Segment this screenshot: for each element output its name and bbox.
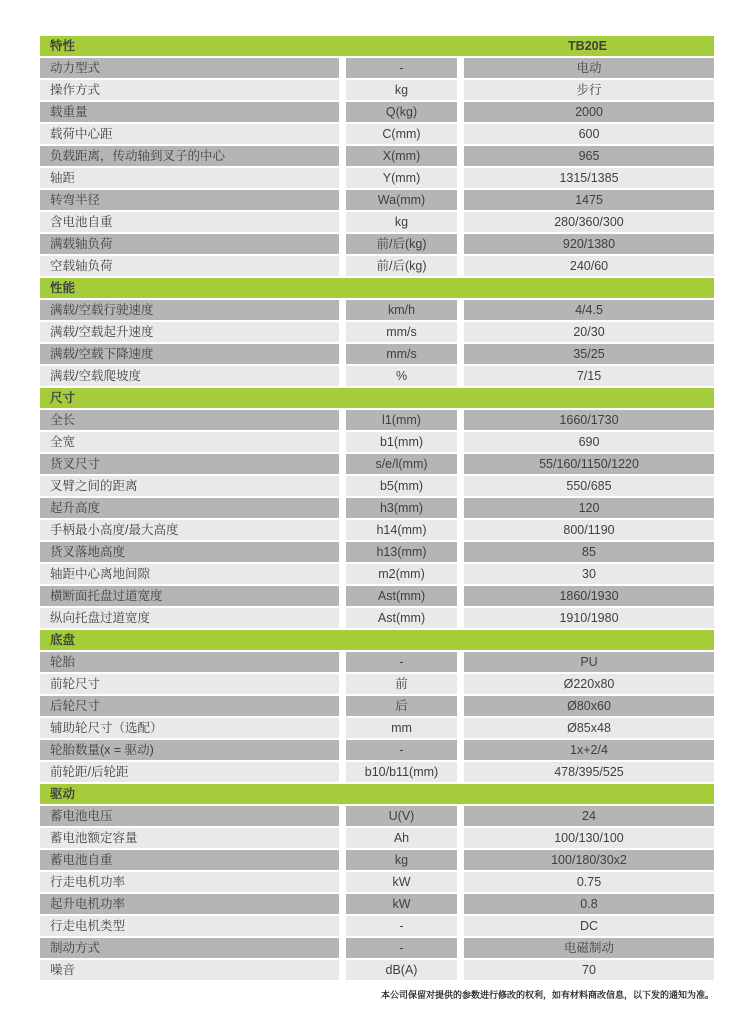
spec-value: 965 xyxy=(464,146,714,166)
table-row xyxy=(40,146,714,166)
header-feature-label: 特性 xyxy=(50,39,76,53)
spec-value: 690 xyxy=(464,432,714,452)
spec-unit: Ast(mm) xyxy=(346,608,457,628)
table-row xyxy=(40,520,714,540)
spec-unit: dB(A) xyxy=(346,960,457,980)
table-row xyxy=(40,256,714,276)
spec-label: 动力型式 xyxy=(40,58,339,78)
table-row xyxy=(40,454,714,474)
spec-label: 空载轴负荷 xyxy=(40,256,339,276)
spec-value: 240/60 xyxy=(464,256,714,276)
spec-value: 电动 xyxy=(464,58,714,78)
spec-unit: kW xyxy=(346,872,457,892)
spec-unit: C(mm) xyxy=(346,124,457,144)
spec-label: 前轮尺寸 xyxy=(40,674,339,694)
spec-value: Ø85x48 xyxy=(464,718,714,738)
spec-label: 横断面托盘过道宽度 xyxy=(40,586,339,606)
spec-label: 叉臂之间的距离 xyxy=(40,476,339,496)
spec-label: 前轮距/后轮距 xyxy=(40,762,339,782)
spec-value: 35/25 xyxy=(464,344,714,364)
footer-disclaimer: 本公司保留对提供的参数进行修改的权利，如有材料商改信息，以下发的通知为准。 xyxy=(380,990,714,1000)
table-row xyxy=(40,476,714,496)
spec-value: Ø220x80 xyxy=(464,674,714,694)
spec-unit: % xyxy=(346,366,457,386)
spec-value: 电磁制动 xyxy=(464,938,714,958)
section-header-row xyxy=(40,784,714,804)
table-row xyxy=(40,542,714,562)
spec-label: 满载/空载下降速度 xyxy=(40,344,339,364)
table-row xyxy=(40,762,714,782)
spec-unit: mm xyxy=(346,718,457,738)
spec-unit: h3(mm) xyxy=(346,498,457,518)
spec-value: 7/15 xyxy=(464,366,714,386)
table-row xyxy=(40,212,714,232)
table-row xyxy=(40,564,714,584)
spec-value: 280/360/300 xyxy=(464,212,714,232)
spec-unit: km/h xyxy=(346,300,457,320)
spec-label: 起升高度 xyxy=(40,498,339,518)
table-row xyxy=(40,322,714,342)
section-title: 底盘 xyxy=(50,633,76,647)
spec-value: 600 xyxy=(464,124,714,144)
spec-unit: b10/b11(mm) xyxy=(346,762,457,782)
spec-unit: l1(mm) xyxy=(346,410,457,430)
spec-value: 30 xyxy=(464,564,714,584)
spec-unit: kg xyxy=(346,212,457,232)
spec-unit: kW xyxy=(346,894,457,914)
spec-unit: - xyxy=(346,740,457,760)
spec-label: 满载轴负荷 xyxy=(40,234,339,254)
spec-unit: 后 xyxy=(346,696,457,716)
spec-unit: Q(kg) xyxy=(346,102,457,122)
spec-unit: Ah xyxy=(346,828,457,848)
spec-value: 1315/1385 xyxy=(464,168,714,188)
spec-value: 100/180/30x2 xyxy=(464,850,714,870)
table-row xyxy=(40,916,714,936)
spec-value: 1910/1980 xyxy=(464,608,714,628)
spec-unit: kg xyxy=(346,80,457,100)
spec-value: DC xyxy=(464,916,714,936)
spec-value: 2000 xyxy=(464,102,714,122)
spec-value: 1860/1930 xyxy=(464,586,714,606)
spec-value: PU xyxy=(464,652,714,672)
spec-value: 0.75 xyxy=(464,872,714,892)
table-row xyxy=(40,300,714,320)
spec-label: 辅助轮尺寸（选配） xyxy=(40,718,339,738)
spec-unit: Ast(mm) xyxy=(346,586,457,606)
table-row xyxy=(40,850,714,870)
spec-table xyxy=(40,36,714,982)
table-row xyxy=(40,498,714,518)
spec-value: 85 xyxy=(464,542,714,562)
spec-value: 1475 xyxy=(464,190,714,210)
section-title: 性能 xyxy=(50,281,76,295)
spec-unit: Wa(mm) xyxy=(346,190,457,210)
table-row xyxy=(40,58,714,78)
table-row xyxy=(40,102,714,122)
spec-unit: - xyxy=(346,938,457,958)
spec-label: 转弯半径 xyxy=(40,190,339,210)
spec-value: 550/685 xyxy=(464,476,714,496)
spec-unit: mm/s xyxy=(346,322,457,342)
spec-label: 满载/空载起升速度 xyxy=(40,322,339,342)
spec-value: 4/4.5 xyxy=(464,300,714,320)
spec-unit: s/e/l(mm) xyxy=(346,454,457,474)
spec-label: 行走电机类型 xyxy=(40,916,339,936)
spec-unit: - xyxy=(346,58,457,78)
table-row xyxy=(40,344,714,364)
spec-value: 70 xyxy=(464,960,714,980)
spec-label: 全长 xyxy=(40,410,339,430)
spec-unit: 前/后(kg) xyxy=(346,234,457,254)
spec-unit: - xyxy=(346,652,457,672)
table-row xyxy=(40,674,714,694)
spec-label: 全宽 xyxy=(40,432,339,452)
spec-unit: m2(mm) xyxy=(346,564,457,584)
spec-unit: X(mm) xyxy=(346,146,457,166)
table-row xyxy=(40,828,714,848)
spec-label: 行走电机功率 xyxy=(40,872,339,892)
spec-value: 100/130/100 xyxy=(464,828,714,848)
spec-label: 纵向托盘过道宽度 xyxy=(40,608,339,628)
spec-label: 负载距离，传动轴到叉子的中心 xyxy=(40,146,339,166)
spec-unit: 前 xyxy=(346,674,457,694)
spec-value: 0.8 xyxy=(464,894,714,914)
spec-label: 轴距中心离地间隙 xyxy=(40,564,339,584)
spec-label: 后轮尺寸 xyxy=(40,696,339,716)
table-row xyxy=(40,432,714,452)
spec-value: 478/395/525 xyxy=(464,762,714,782)
table-row xyxy=(40,806,714,826)
table-row xyxy=(40,608,714,628)
spec-label: 轮胎数量(x = 驱动) xyxy=(40,740,339,760)
spec-label: 起升电机功率 xyxy=(40,894,339,914)
header-model: TB20E xyxy=(568,39,607,53)
spec-unit: - xyxy=(346,916,457,936)
spec-label: 噪音 xyxy=(40,960,339,980)
table-row xyxy=(40,740,714,760)
spec-unit: U(V) xyxy=(346,806,457,826)
spec-label: 轴距 xyxy=(40,168,339,188)
spec-unit: 前/后(kg) xyxy=(346,256,457,276)
table-row xyxy=(40,718,714,738)
spec-label: 载重量 xyxy=(40,102,339,122)
spec-label: 蓄电池额定容量 xyxy=(40,828,339,848)
spec-label: 含电池自重 xyxy=(40,212,339,232)
table-row xyxy=(40,410,714,430)
spec-label: 蓄电池自重 xyxy=(40,850,339,870)
spec-unit: Y(mm) xyxy=(346,168,457,188)
table-row xyxy=(40,960,714,980)
table-row xyxy=(40,586,714,606)
spec-value: 24 xyxy=(464,806,714,826)
spec-value: 800/1190 xyxy=(464,520,714,540)
spec-label: 制动方式 xyxy=(40,938,339,958)
spec-value: 1660/1730 xyxy=(464,410,714,430)
spec-value: 120 xyxy=(464,498,714,518)
spec-label: 载荷中心距 xyxy=(40,124,339,144)
spec-label: 轮胎 xyxy=(40,652,339,672)
table-row xyxy=(40,872,714,892)
spec-label: 货叉落地高度 xyxy=(40,542,339,562)
spec-value: Ø80x60 xyxy=(464,696,714,716)
spec-unit: b5(mm) xyxy=(346,476,457,496)
spec-unit: mm/s xyxy=(346,344,457,364)
section-title: 尺寸 xyxy=(50,391,76,405)
table-row xyxy=(40,80,714,100)
table-row xyxy=(40,168,714,188)
table-row xyxy=(40,696,714,716)
table-row xyxy=(40,652,714,672)
section-title: 驱动 xyxy=(50,787,76,801)
table-row xyxy=(40,234,714,254)
section-header-row xyxy=(40,278,714,298)
spec-unit: h14(mm) xyxy=(346,520,457,540)
spec-unit: kg xyxy=(346,850,457,870)
spec-label: 蓄电池电压 xyxy=(40,806,339,826)
spec-label: 货叉尺寸 xyxy=(40,454,339,474)
section-header-row xyxy=(40,388,714,408)
table-row xyxy=(40,938,714,958)
spec-value: 920/1380 xyxy=(464,234,714,254)
section-header-row xyxy=(40,630,714,650)
spec-unit: b1(mm) xyxy=(346,432,457,452)
table-header-row xyxy=(40,36,714,56)
spec-value: 55/160/1150/1220 xyxy=(464,454,714,474)
table-row xyxy=(40,190,714,210)
spec-value: 20/30 xyxy=(464,322,714,342)
table-row xyxy=(40,366,714,386)
spec-label: 满载/空载行驶速度 xyxy=(40,300,339,320)
spec-unit: h13(mm) xyxy=(346,542,457,562)
table-row xyxy=(40,894,714,914)
spec-label: 手柄最小高度/最大高度 xyxy=(40,520,339,540)
table-row xyxy=(40,124,714,144)
spec-value: 1x+2/4 xyxy=(464,740,714,760)
spec-value: 步行 xyxy=(464,80,714,100)
spec-label: 操作方式 xyxy=(40,80,339,100)
spec-label: 满载/空载爬坡度 xyxy=(40,366,339,386)
